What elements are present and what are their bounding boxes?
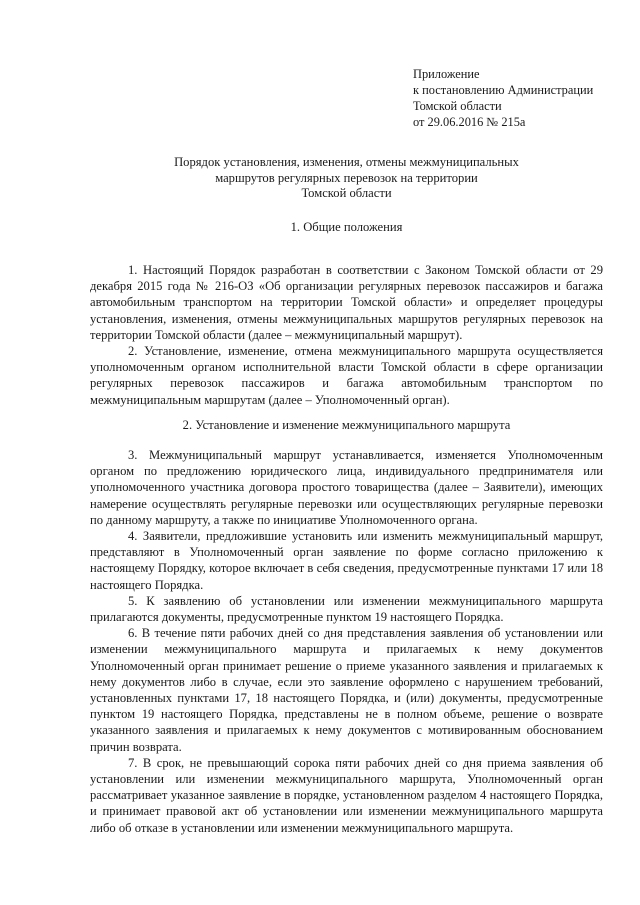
paragraph-5: 5. К заявлению об установлении или изменении межмуниципального маршрута прилагаются документы, предусмотренные пунктом 19 настоящего Порядка. [90, 593, 603, 625]
paragraph-6: 6. В течение пяти рабочих дней со дня представления заявления об установлении или изменении межмуниципального маршрута и прилагаемых к нему документов Уполномоченный орган принимает решение о приеме указанного заявления и прилагаемых к нему документов либо в случае, если это заявление оформлено с нарушением требований, установленных пунктами 17, 18 настоящего Порядка, и (или) документы, предусмотренные пунктом 19 настоящего Порядка, представлены не в полном объеме, решение о возврате указанного заявления и прилагаемых к нему документов с мотивированным обоснованием причин возврата. [90, 626, 603, 754]
section-establishment-body [90, 447, 603, 836]
paragraph-1: 1. Настоящий Порядок разработан в соответствии с Законом Томской области от 29 декабря 2015 года № 216-ОЗ «Об организации регулярных перевозок пассажиров и багажа автомобильным транспортом на территории Томской области» и определяет процедуры установления, изменения, отмены межмуниципальных маршрутов регулярных перевозок на территории Томской области (далее – межмуниципальный маршрут). [90, 263, 603, 342]
document-title [90, 155, 603, 202]
title-line-2: маршрутов регулярных перевозок на территории [215, 170, 478, 185]
paragraph-4: 4. Заявители, предложившие установить или изменить межмуниципальный маршрут, представляют в Уполномоченный орган заявление по форме согласно приложению к настоящему Порядку, которое включает в себя сведения, предусмотренные пунктами 17 или 18 настоящего Порядка. [90, 529, 603, 592]
title-line-1: Порядок установления, изменения, отмены межмуниципальных [174, 155, 519, 169]
section-general-body [90, 262, 603, 408]
paragraph-7: 7. В срок, не превышающий сорока пяти рабочих дней со дня приема заявления об установлении или изменении межмуниципального маршрута, Уполномоченный орган рассматривает указанное заявление в порядке, установленном разделом 4 настоящего Порядка, и принимает правовой акт об установлении или изменении межмуниципального маршрута либо об отказе в установлении или изменении межмуниципального маршрута. [90, 755, 603, 835]
section-heading-general: 1. Общие положения [290, 220, 403, 234]
paragraph-2: 2. Установление, изменение, отмена межмуниципального маршрута осуществляется уполномоченным органом исполнительной власти Томской области в сфере организации регулярных перевозок пассажиров и багажа автомобильным транспортом по межмуниципальным маршрутам (далее – Уполномоченный орган). [90, 344, 603, 407]
title-line-3: Томской области [301, 186, 392, 200]
approval-line-4: от 29.06.2016 № 215а [413, 115, 526, 129]
approval-line-3: Томской области [413, 99, 502, 113]
paragraph-3: 3. Межмуниципальный маршрут устанавливается, изменяется Уполномоченным органом по предложению юридического лица, индивидуального предпринимателя или уполномоченного участника договора простого товарищества (далее – Заявители), имеющих намерение осуществлять регулярные перевозки или осуществляющих регулярные перевозки по данному маршруту, а также по инициативе Уполномоченного органа. [90, 448, 603, 527]
approval-line-1: Приложение [413, 67, 480, 81]
approval-block [413, 66, 613, 130]
section-heading-establishment: 2. Установление и изменение межмуниципального маршрута [182, 418, 511, 432]
document-page [90, 0, 603, 905]
approval-line-2: к постановлению Администрации [413, 83, 594, 97]
